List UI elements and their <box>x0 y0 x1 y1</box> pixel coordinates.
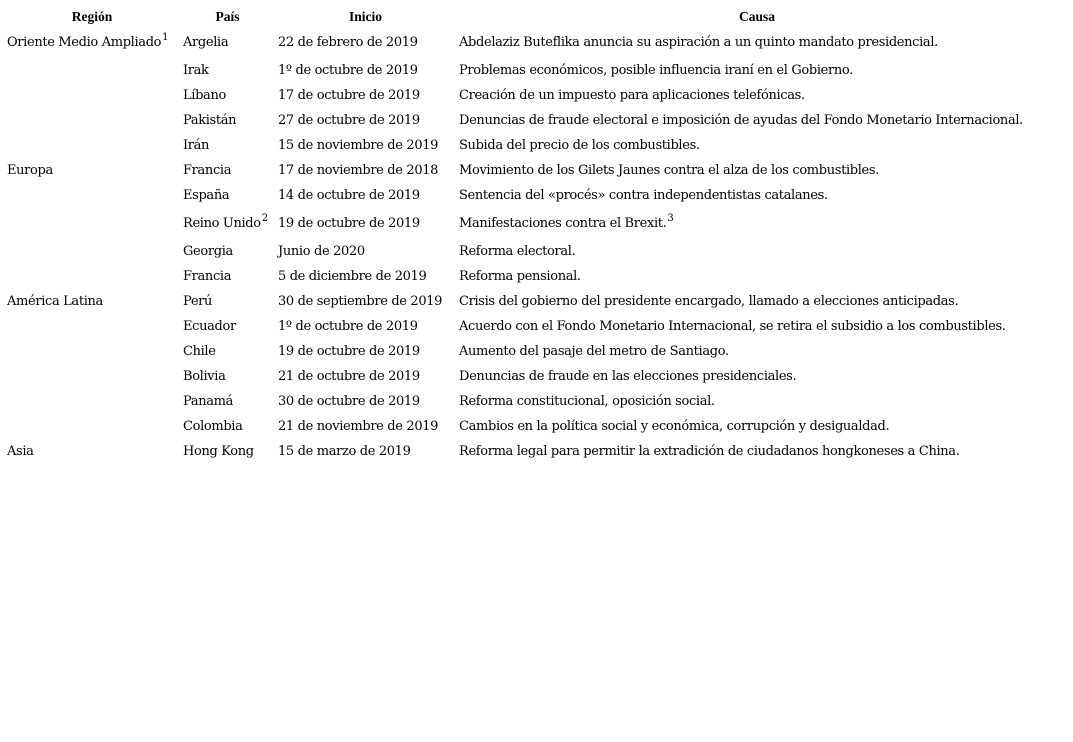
protests-table <box>4 6 1058 464</box>
cell-start-text: 1º de octubre de 2019 <box>278 63 418 78</box>
cell-region <box>4 208 180 239</box>
cell-country-text: Georgia <box>183 244 233 259</box>
cell-region <box>4 108 180 133</box>
cell-start-text: 19 de octubre de 2019 <box>278 216 420 231</box>
cell-region <box>4 364 180 389</box>
header-row <box>4 6 1058 27</box>
header-region: Región <box>71 8 113 24</box>
cell-country-text: Panamá <box>183 394 234 409</box>
cell-country-text: Líbano <box>183 88 226 103</box>
cell-cause <box>456 83 1058 108</box>
cell-region <box>4 439 180 464</box>
cell-cause-text: Denuncias de fraude electoral e imposición de ayudas del Fondo Monetario Internacional. <box>459 113 1023 128</box>
cell-start-text: 14 de octubre de 2019 <box>278 188 420 203</box>
cell-start <box>275 339 456 364</box>
cell-region <box>4 27 180 58</box>
cell-start <box>275 264 456 289</box>
cell-country <box>180 58 275 83</box>
cell-start <box>275 27 456 58</box>
cell-start <box>275 239 456 264</box>
table-row <box>4 58 1058 83</box>
footnote-marker: 2 <box>261 212 268 224</box>
cell-cause-text: Problemas económicos, posible influencia iraní en el Gobierno. <box>459 63 853 78</box>
cell-cause-text: Aumento del pasaje del metro de Santiago. <box>459 344 729 359</box>
cell-start <box>275 108 456 133</box>
table-row <box>4 289 1058 314</box>
cell-start-text: 21 de noviembre de 2019 <box>278 419 439 434</box>
cell-country-text: Hong Kong <box>183 444 254 459</box>
cell-start <box>275 133 456 158</box>
cell-country <box>180 289 275 314</box>
cell-cause <box>456 133 1058 158</box>
cell-country-text: Francia <box>183 269 232 284</box>
table-row <box>4 339 1058 364</box>
cell-region <box>4 158 180 183</box>
cell-cause <box>456 183 1058 208</box>
cell-country-text: Pakistán <box>183 113 237 128</box>
cell-start <box>275 389 456 414</box>
cell-country <box>180 108 275 133</box>
cell-cause <box>456 414 1058 439</box>
cell-region-text: América Latina <box>7 294 103 309</box>
cell-cause <box>456 289 1058 314</box>
cell-cause <box>456 208 1058 239</box>
header-cause: Causa <box>738 8 775 24</box>
cell-start <box>275 208 456 239</box>
cell-start-text: 30 de octubre de 2019 <box>278 394 420 409</box>
cell-country <box>180 264 275 289</box>
table-row <box>4 83 1058 108</box>
cell-start <box>275 158 456 183</box>
cell-cause-text: Cambios en la política social y económica, corrupción y desigualdad. <box>459 419 890 434</box>
cell-region-text: Europa <box>7 163 53 178</box>
cell-start-text: 30 de septiembre de 2019 <box>278 294 443 309</box>
cell-start-text: 1º de octubre de 2019 <box>278 319 418 334</box>
cell-region <box>4 314 180 339</box>
cell-cause <box>456 158 1058 183</box>
cell-country-text: Chile <box>183 344 216 359</box>
table-header <box>4 6 1058 27</box>
cell-region-text: Oriente Medio Ampliado <box>7 35 162 50</box>
cell-country-text: Colombia <box>183 419 243 434</box>
table-row <box>4 27 1058 58</box>
cell-region <box>4 83 180 108</box>
cell-cause-text: Reforma constitucional, oposición social. <box>459 394 715 409</box>
cell-cause <box>456 364 1058 389</box>
table-row <box>4 239 1058 264</box>
cell-cause <box>456 439 1058 464</box>
cell-country-text: España <box>183 188 230 203</box>
cell-country <box>180 389 275 414</box>
table-row <box>4 108 1058 133</box>
cell-region <box>4 264 180 289</box>
table-row <box>4 158 1058 183</box>
cell-start <box>275 58 456 83</box>
cell-start <box>275 183 456 208</box>
table-row <box>4 208 1058 239</box>
cell-cause-text: Subida del precio de los combustibles. <box>459 138 700 153</box>
cell-cause <box>456 239 1058 264</box>
cell-start <box>275 414 456 439</box>
cell-start-text: 17 de octubre de 2019 <box>278 88 420 103</box>
cell-cause-text: Reforma pensional. <box>459 269 581 284</box>
cell-country-text: Ecuador <box>183 319 236 334</box>
cell-cause-text: Denuncias de fraude en las elecciones presidenciales. <box>459 369 797 384</box>
cell-country <box>180 239 275 264</box>
table-row <box>4 389 1058 414</box>
table-row <box>4 439 1058 464</box>
cell-cause-text: Creación de un impuesto para aplicaciones telefónicas. <box>459 88 805 103</box>
cell-start-text: 17 de noviembre de 2018 <box>278 163 439 178</box>
cell-start-text: 19 de octubre de 2019 <box>278 344 420 359</box>
cell-cause <box>456 314 1058 339</box>
cell-region <box>4 239 180 264</box>
cell-country <box>180 339 275 364</box>
cell-region <box>4 58 180 83</box>
cell-region <box>4 339 180 364</box>
cell-cause <box>456 58 1058 83</box>
cell-cause <box>456 264 1058 289</box>
cell-country-text: Irak <box>183 63 209 78</box>
cell-country <box>180 439 275 464</box>
cell-start <box>275 439 456 464</box>
cell-country-text: Bolivia <box>183 369 226 384</box>
cell-cause-text: Reforma legal para permitir la extradición de ciudadanos hongkoneses a China. <box>459 444 960 459</box>
table-row <box>4 314 1058 339</box>
cell-start-text: 15 de noviembre de 2019 <box>278 138 439 153</box>
cell-country-text: Francia <box>183 163 232 178</box>
cell-cause-text: Sentencia del «procés» contra independentistas catalanes. <box>459 188 828 203</box>
cell-region <box>4 389 180 414</box>
header-start: Inicio <box>348 8 382 24</box>
table-row <box>4 414 1058 439</box>
cell-start-text: 22 de febrero de 2019 <box>278 35 418 50</box>
cell-cause <box>456 389 1058 414</box>
cell-cause-text: Crisis del gobierno del presidente encargado, llamado a elecciones anticipadas. <box>459 294 959 309</box>
cell-region <box>4 414 180 439</box>
cell-cause-text: Reforma electoral. <box>459 244 576 259</box>
table-row <box>4 183 1058 208</box>
table-row <box>4 264 1058 289</box>
cell-country <box>180 414 275 439</box>
header-country: País <box>215 8 240 24</box>
cell-region-text: Asia <box>7 444 34 459</box>
cell-region <box>4 289 180 314</box>
cell-country <box>180 183 275 208</box>
cell-cause-text: Abdelaziz Buteflika anuncia su aspiración a un quinto mandato presidencial. <box>459 35 938 50</box>
cell-cause-text: Manifestaciones contra el Brexit. <box>459 216 667 231</box>
table-row <box>4 133 1058 158</box>
cell-country <box>180 158 275 183</box>
footnote-marker: 1 <box>162 31 169 43</box>
cell-country-text: Argelia <box>183 35 229 50</box>
cell-region <box>4 183 180 208</box>
cell-country <box>180 133 275 158</box>
table-row <box>4 364 1058 389</box>
cell-cause <box>456 108 1058 133</box>
cell-country-text: Perú <box>183 294 213 309</box>
cell-start <box>275 83 456 108</box>
cell-country-text: Reino Unido <box>183 216 261 231</box>
cell-region <box>4 133 180 158</box>
cell-cause <box>456 27 1058 58</box>
cell-country <box>180 83 275 108</box>
cell-country <box>180 208 275 239</box>
cell-country <box>180 27 275 58</box>
cell-cause-text: Movimiento de los Gilets Jaunes contra el alza de los combustibles. <box>459 163 880 178</box>
cell-start-text: 21 de octubre de 2019 <box>278 369 420 384</box>
cell-start-text: 15 de marzo de 2019 <box>278 444 411 459</box>
table-body <box>4 27 1058 464</box>
cell-cause-text: Acuerdo con el Fondo Monetario Internacional, se retira el subsidio a los combustibles. <box>459 319 1006 334</box>
cell-start-text: Junio de 2020 <box>278 244 365 259</box>
cell-start-text: 27 de octubre de 2019 <box>278 113 420 128</box>
cell-start <box>275 314 456 339</box>
cell-start <box>275 364 456 389</box>
cell-start-text: 5 de diciembre de 2019 <box>278 269 427 284</box>
cell-cause <box>456 339 1058 364</box>
cell-start <box>275 289 456 314</box>
footnote-marker: 3 <box>667 212 674 224</box>
cell-country-text: Irán <box>183 138 210 153</box>
cell-country <box>180 314 275 339</box>
cell-country <box>180 364 275 389</box>
